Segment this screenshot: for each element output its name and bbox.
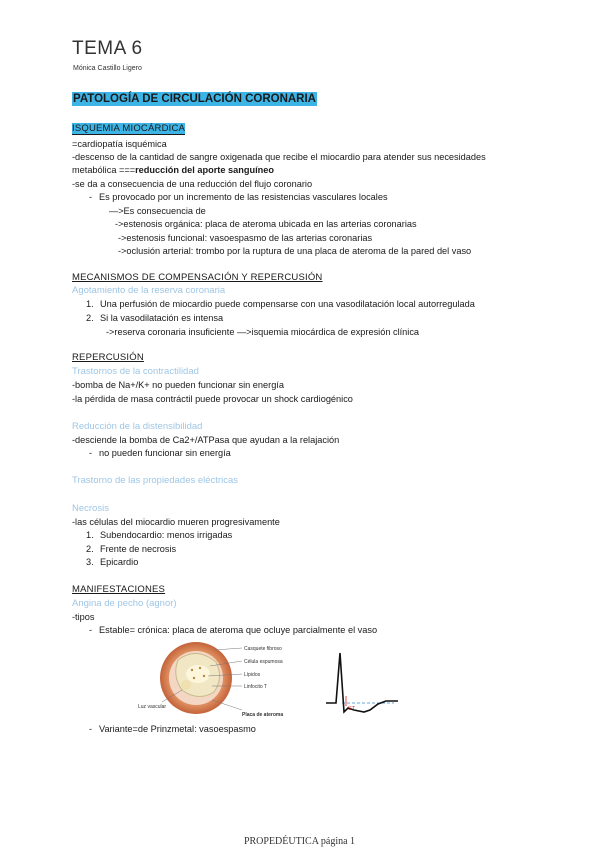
text-line: -bomba de Na+/K+ no pueden funcionar sin energía bbox=[72, 380, 284, 390]
atheroma-illustration bbox=[138, 640, 318, 720]
section-heading-manifestaciones: MANIFESTACIONES bbox=[72, 584, 166, 595]
bullet-dash: - bbox=[89, 448, 93, 458]
bullet-text: ->estenosis funcional: vasoespasmo de las arterias coronarias bbox=[118, 233, 373, 243]
ecg-st-label: ST bbox=[348, 706, 356, 712]
text-line: -descenso de la cantidad de sangre oxigenada que recibe el miocardio para atender sus necesidades bbox=[72, 152, 486, 162]
list-number: 2. bbox=[86, 544, 94, 554]
subheading: Necrosis bbox=[72, 503, 109, 514]
text-line: =cardiopatía isquémica bbox=[72, 139, 167, 149]
text-line: -las células del miocardio mueren progresivamente bbox=[72, 517, 280, 527]
list-item: Epicardio bbox=[100, 557, 139, 567]
label-foam: Célula espumosa bbox=[244, 659, 283, 665]
subheading: Trastorno de las propiedades eléctricas bbox=[72, 475, 238, 486]
ecg-st-depression-illustration bbox=[324, 650, 400, 722]
bullet-text: ->oclusión arterial: trombo por la ruptura de una placa de ateroma de la pared del vaso bbox=[118, 246, 472, 256]
list-number: 3. bbox=[86, 557, 94, 567]
bullet-dash: - bbox=[89, 192, 93, 202]
text-line: -tipos bbox=[72, 612, 95, 622]
subheading: Reducción de la distensibilidad bbox=[72, 421, 203, 432]
main-heading: PATOLOGÍA DE CIRCULACIÓN CORONARIA bbox=[73, 93, 316, 105]
list-item: Frente de necrosis bbox=[100, 544, 177, 554]
text-line: -la pérdida de masa contráctil puede provocar un shock cardiogénico bbox=[72, 394, 353, 404]
bullet-text: no pueden funcionar sin energía bbox=[99, 448, 231, 458]
section-heading-repercusion: REPERCUSIÓN bbox=[72, 352, 144, 363]
label-lumen: Luz vascular bbox=[138, 704, 167, 710]
list-item: ->reserva coronaria insuficiente —>isquemia miocárdica de expresión clínica bbox=[106, 327, 420, 337]
text-span: metabólica === bbox=[72, 165, 136, 175]
list-item: Subendocardio: menos irrigadas bbox=[100, 530, 233, 540]
list-number: 1. bbox=[86, 530, 94, 540]
bold-text: reducción del aporte sanguíneo bbox=[135, 165, 274, 175]
bullet-text: Variante=de Prinzmetal: vasoespasmo bbox=[99, 724, 256, 734]
label-plaque: Placa de ateroma bbox=[242, 712, 284, 718]
subheading: Agotamiento de la reserva coronaria bbox=[72, 285, 226, 296]
author-name: Mónica Castillo Ligero bbox=[73, 65, 142, 72]
section-heading-isquemia: ISQUEMIA MIOCÁRDICA bbox=[72, 123, 186, 134]
page-footer: PROPEDÉUTICA página 1 bbox=[243, 836, 356, 847]
subheading: Trastornos de la contractilidad bbox=[72, 366, 199, 377]
label-lipids: Lípidos bbox=[244, 672, 261, 678]
subheading: Angina de pecho (agnor) bbox=[72, 598, 177, 609]
list-number: 1. bbox=[86, 299, 94, 309]
bullet-text: Es provocado por un incremento de las resistencias vasculares locales bbox=[99, 192, 388, 202]
text-line bbox=[72, 165, 274, 175]
bullet-dash: - bbox=[89, 625, 93, 635]
lumen bbox=[181, 680, 191, 690]
text-line: -desciende la bomba de Ca2+/ATPasa que ayudan a la relajación bbox=[72, 435, 340, 445]
bullet-dash: - bbox=[89, 724, 93, 734]
bullet-text: —>Es consecuencia de bbox=[109, 206, 206, 216]
text-line: -se da a consecuencia de una reducción del flujo coronario bbox=[72, 179, 313, 189]
section-heading-mecanismos: MECANISMOS DE COMPENSACIÓN Y REPERCUSIÓN bbox=[72, 272, 323, 283]
bullet-text: ->estenosis orgánica: placa de ateroma ubicada en las arterias coronarias bbox=[115, 219, 417, 229]
list-item: Si la vasodilatación es intensa bbox=[100, 313, 224, 323]
bullet-text: Estable= crónica: placa de ateroma que ocluye parcialmente el vaso bbox=[99, 625, 378, 635]
label-cap: Casquete fibroso bbox=[244, 646, 282, 652]
label-lymph: Linfocito T bbox=[244, 684, 267, 690]
lipid-core bbox=[186, 665, 210, 683]
list-number: 2. bbox=[86, 313, 94, 323]
page-title: TEMA 6 bbox=[72, 38, 143, 59]
list-item: Una perfusión de miocardio puede compensarse con una vasodilatación local autorregulada bbox=[100, 299, 475, 309]
